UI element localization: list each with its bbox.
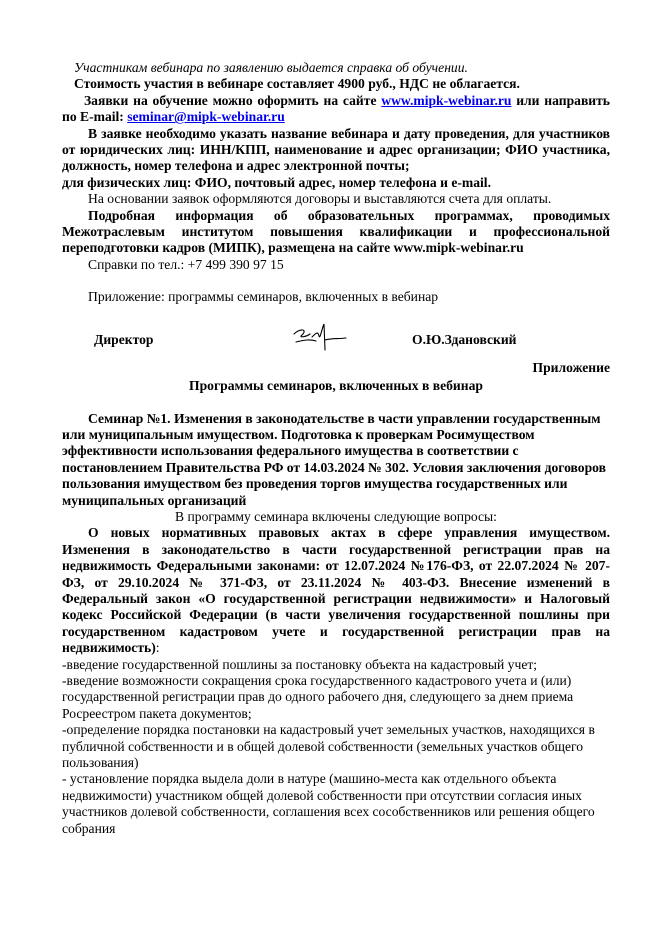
program-intro: В программу семинара включены следующие вопросы: [175,508,497,524]
bullet-item: -введение возможности сокращения срока государственного кадастрового учета и (или) государственной регистрации прав до одного рабочего дня, следующего за днем приема Росреестром пакета документов; [62,673,574,721]
topic-end: : [155,640,160,656]
appendix-label: Приложение [532,359,610,375]
email-link[interactable]: seminar@mipk-webinar.ru [127,109,285,125]
apply-mid: или направить по E-mail: [62,92,610,125]
apply-paragraph [62,93,610,126]
contracts-note: На основании заявок оформляются договоры и выставляются счета для оплаты. [88,191,552,207]
signature-mark [288,320,348,354]
topic-bold: О новых нормативных правовых актах в сфере управления имуществом. Изменения в законодательство в части государственной регистрации прав на недвижимость Федеральными законами: от 12.07.2024 №176-ФЗ, от 22.07.2024 № 207-ФЗ, от 29.10.2024 № 371-ФЗ, от 23.11.2024 № 403-ФЗ. Внесение изменений в Федеральный закон «О государственной регистрации недвижимости» и Налоговый кодекс Российской Федерации (в части увеличения государственной пошлины при государственном кадастровом учете и государственной регистрации прав на недвижимость) [62,525,610,656]
apply-prefix: Заявки на обучение можно оформить на сайте [84,92,382,108]
document-page [62,60,610,837]
seminar-heading: Семинар №1. Изменения в законодательстве в части управлении государственным или муниципальным имуществом. Подготовка к проверкам Росимуществом эффективности использования федерального имущества в соответствии с постановлением Правительства РФ от 14.03.2024 № 302. Условия заключения договоров пользования имуществом без проведения торгов имущества государственных или муниципальных организаций [62,410,606,508]
bullet-item: -введение государственной пошлины за постановку объекта на кадастровый учет; [62,656,538,672]
phone-note: Справки по тел.: +7 499 390 97 15 [88,256,284,272]
info-paragraph: Подробная информация об образовательных программах, проводимых Межотраслевым институтом повышения квалификации и профессиональной переподготовки кадров (МИПК), размещена на сайте www.mipk-webinar.ru [62,207,610,256]
certificate-note: Участникам вебинара по заявлению выдается справка об обучении. [74,60,468,75]
requirements-individuals: для физических лиц: ФИО, почтовый адрес, номер телефона и e-mail. [62,174,491,190]
cost-note: Стоимость участия в вебинаре составляет 4900 руб., НДС не облагается. [74,76,520,92]
signature-row [62,326,610,356]
topic-paragraph [62,525,610,656]
director-name: О.Ю.Здановский [412,331,517,347]
bullet-item: - установление порядка выдела доли в натуре (машино-места как отдельного объекта недвижимости) участником общей долевой собственности при отсутствии согласия иных участников долевой собственности, соглашения всех сособственников или решения общего собрания [62,771,595,836]
site-link[interactable]: www.mipk-webinar.ru [381,92,512,108]
requirements-paragraph: В заявке необходимо указать название вебинара и дату проведения, для участников от юридических лиц: ИНН/КПП, наименование и адрес организации; ФИО участника, должность, номер телефона и адрес электронной почты; [62,125,610,174]
attachment-note: Приложение: программы семинаров, включенных в вебинар [88,289,439,305]
bullet-item: -определение порядка постановки на кадастровый учет земельных участков, находящихся в публичной собственности и в общей долевой собственности (земельных участков общего пользования) [62,722,595,771]
appendix-title: Программы семинаров, включенных в вебинар [189,378,483,394]
director-role: Директор [94,331,154,347]
